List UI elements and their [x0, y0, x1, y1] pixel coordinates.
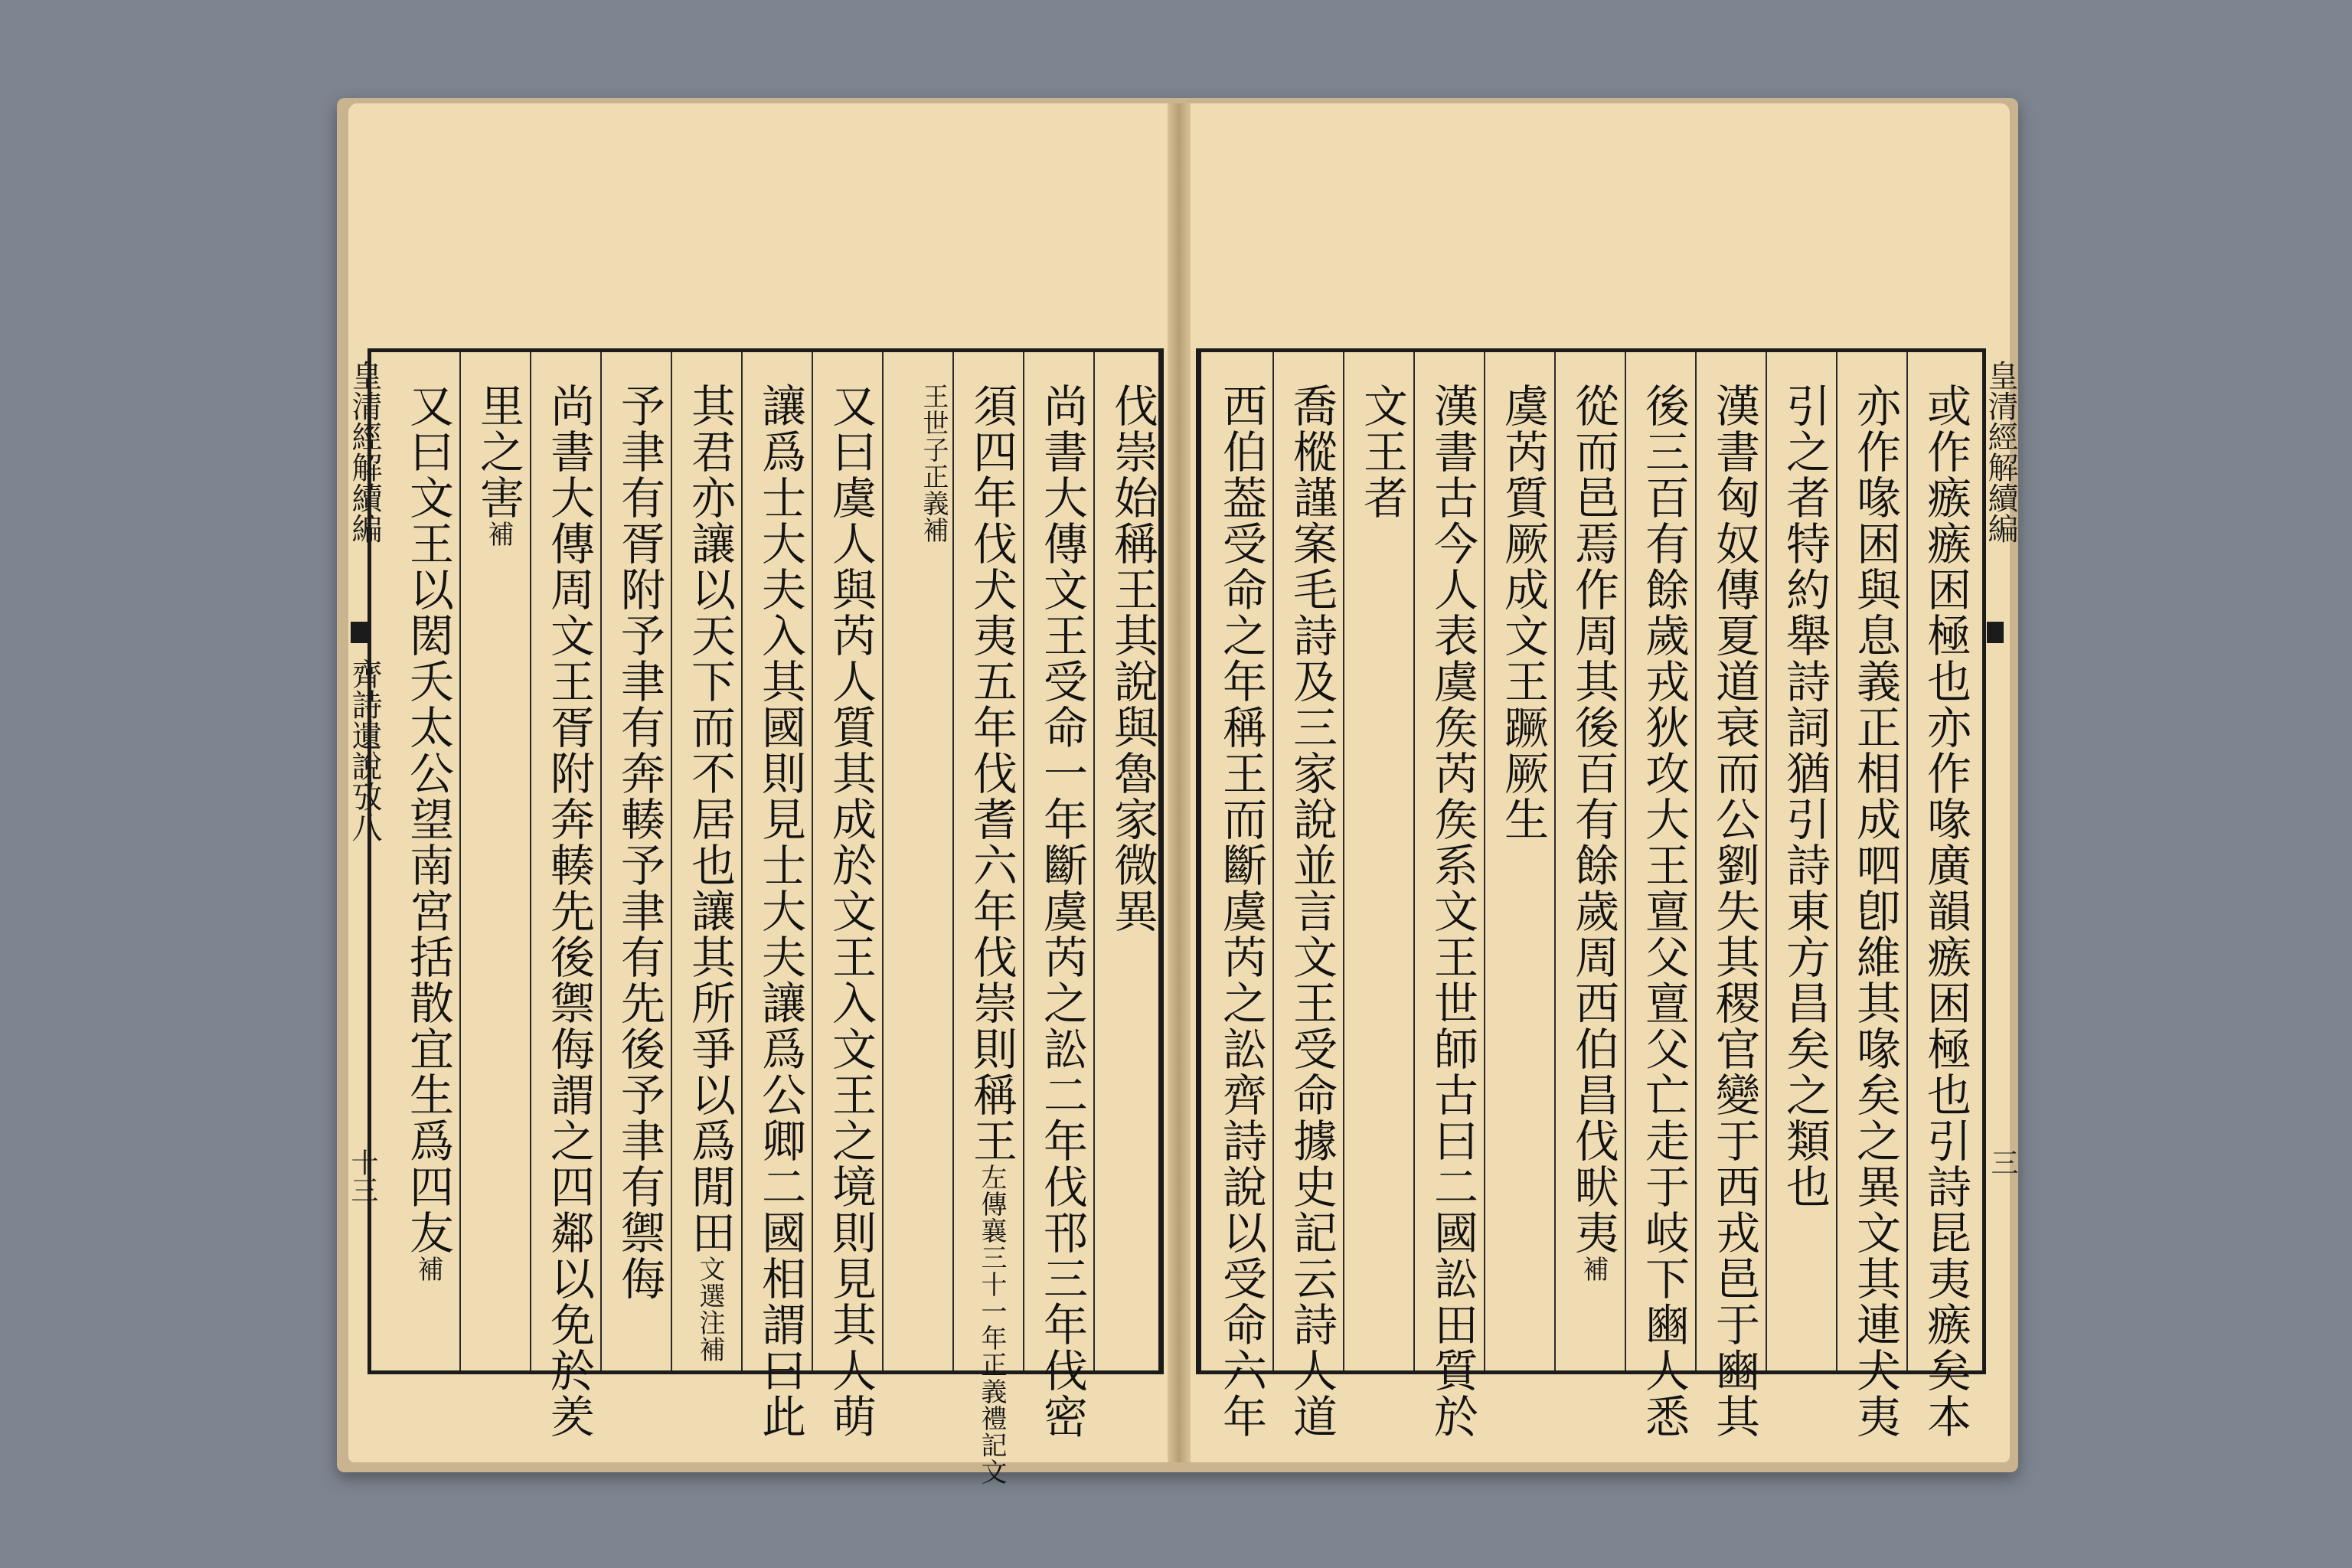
text-column: 里之害補	[472, 383, 524, 547]
text-column: 亦作喙困與息義正相成呬卽維其喙矣之異文其連犬夷	[1849, 383, 1901, 1439]
text-column: 虞芮質厥成文王蹶厥生	[1497, 383, 1549, 842]
text-column: 或作瘯瘯困極也亦作喙廣韻瘯困極也引詩昆夷瘯矣本	[1919, 383, 1971, 1439]
text-column: 又曰虞人與芮人質其成於文王入文王之境則見其人萌	[825, 383, 877, 1439]
annotation-note: 王世子正義補	[918, 383, 949, 544]
annotation-note: 左傳襄三十一年正義禮記文	[976, 1164, 1007, 1485]
text-column: 漢書匈奴傳夏道衰而公劉失其稷官變于西戎邑于豳其	[1708, 383, 1760, 1439]
fishtail-mark	[1987, 622, 2004, 643]
text-column: 引之者特約舉詩詞猶引詩東方昌矣之類也	[1779, 383, 1831, 1210]
left-page-number: 十三	[347, 1148, 378, 1204]
text-column: 尚書大傳文王受命一年斷虞芮之訟二年伐邗三年伐密	[1036, 383, 1088, 1439]
fishtail-mark	[351, 622, 368, 643]
right-margin-title: 皇清經解續編	[1983, 360, 2018, 544]
right-page-number: 三	[1987, 1148, 2018, 1176]
text-column: 尚書大傳周文王胥附奔輳先後禦侮謂之四鄰以免於羑	[543, 383, 595, 1439]
left-margin-subtitle: 齊詩遺說攷八	[347, 658, 382, 842]
text-column: 其君亦讓以天下而不居也讓其所爭以爲閒田文選注補	[684, 383, 736, 1363]
annotation-note: 補	[483, 521, 514, 547]
text-column: 漢書古今人表虞矦芮矦系文王世師古曰二國訟田質於	[1426, 383, 1478, 1439]
text-column: 文王者	[1356, 383, 1408, 521]
text-column: 須四年伐犬夷五年伐耆六年伐崇則稱王左傳襄三十一年正義禮記文	[965, 383, 1018, 1485]
left-margin-title: 皇清經解續編	[347, 360, 382, 544]
text-column: 伐崇始稱王其說與魯家微異	[1106, 383, 1158, 934]
book-gutter	[1168, 103, 1191, 1462]
text-column: 西伯葢受命之年稱王而斷虞芮之訟齊詩說以受命六年	[1215, 383, 1267, 1439]
text-column: 喬樅謹案毛詩及三家說並言文王受命據史記云詩人道	[1285, 383, 1338, 1439]
text-column	[900, 383, 967, 544]
annotation-note: 補	[1578, 1256, 1609, 1282]
annotation-note: 文選注補	[694, 1256, 725, 1363]
text-column: 予聿有胥附予聿有奔輳予聿有先後予聿有禦侮	[613, 383, 665, 1302]
text-column: 從而邑焉作周其後百有餘歲周西伯昌伐畎夷補	[1567, 383, 1619, 1282]
text-column: 後三百有餘歲戎狄攻大王亶父亶父亡走于岐下豳人悉	[1638, 383, 1690, 1439]
text-column: 讓爲士大夫入其國則見士大夫讓爲公卿二國相謂曰此	[754, 383, 806, 1439]
annotation-note: 補	[413, 1256, 443, 1282]
text-column: 又曰文王以閎夭太公望南宮括散宜生爲四友補	[402, 383, 454, 1282]
